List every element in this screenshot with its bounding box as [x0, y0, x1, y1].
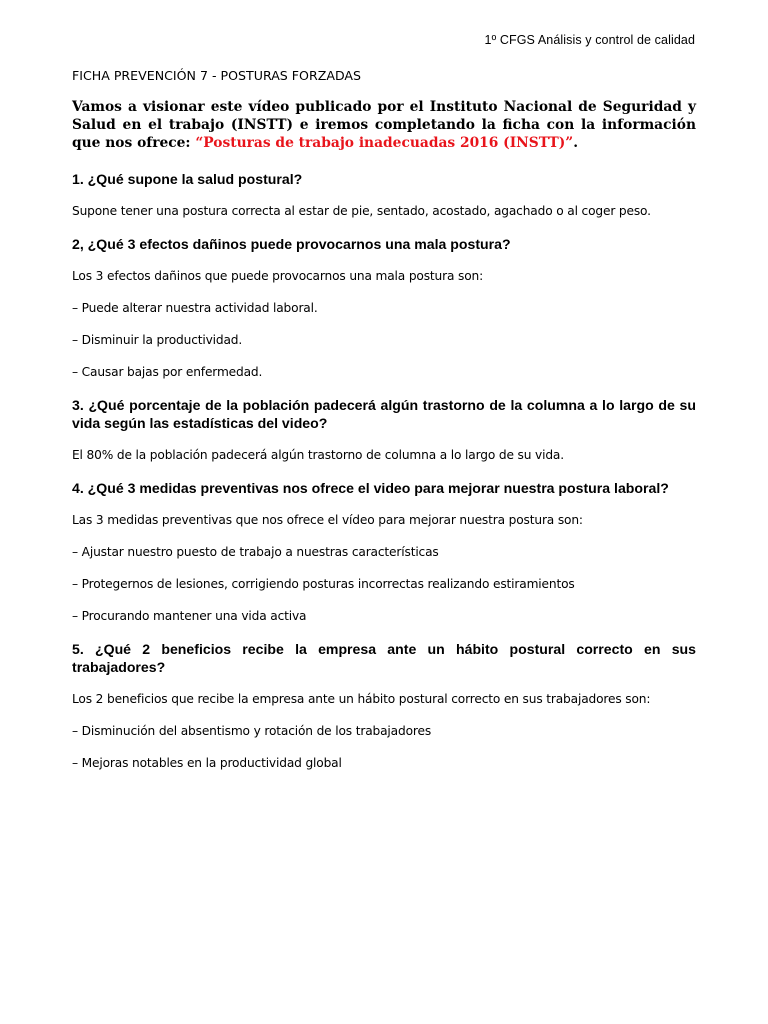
answer-1-line-1: Supone tener una postura correcta al estar de pie, sentado, acostado, agachado o al coger peso.: [72, 204, 651, 218]
intro-end: .: [573, 135, 579, 151]
answer-3-line-1: El 80% de la población padecerá algún trastorno de columna a lo largo de su vida.: [72, 448, 564, 462]
question-5: 5. ¿Qué 2 beneficios recibe la empresa ante un hábito postural correcto en sus trabajadores?: [72, 641, 696, 675]
answer-5-line-3: – Mejoras notables en la productividad global: [72, 756, 342, 770]
answer-5-line-2: – Disminución del absentismo y rotación de los trabajadores: [72, 724, 432, 738]
answer-4-line-3: – Protegernos de lesiones, corrigiendo posturas incorrectas realizando estiramientos: [72, 577, 575, 591]
document-body: [72, 68, 696, 787]
answer-4-line-1: Las 3 medidas preventivas que nos ofrece el vídeo para mejorar nuestra postura son:: [72, 513, 583, 527]
answer-2-line-3: – Disminuir la productividad.: [72, 333, 243, 347]
answer-2-line-1: Los 3 efectos dañinos que puede provocarnos una mala postura son:: [72, 269, 484, 283]
page-header-course: 1º CFGS Análisis y control de calidad: [484, 33, 695, 47]
question-4: 4. ¿Qué 3 medidas preventivas nos ofrece el video para mejorar nuestra postura laboral?: [72, 480, 669, 496]
video-title: “Posturas de trabajo inadecuadas 2016 (INSTT)”: [195, 135, 574, 151]
answer-2-line-2: – Puede alterar nuestra actividad laboral.: [72, 301, 318, 315]
question-2: 2, ¿Qué 3 efectos dañinos puede provocarnos una mala postura?: [72, 236, 511, 252]
answer-2-line-4: – Causar bajas por enfermedad.: [72, 365, 263, 379]
document-title: FICHA PREVENCIÓN 7 - POSTURAS FORZADAS: [72, 68, 362, 83]
intro-paragraph: [72, 98, 696, 152]
answer-4-line-4: – Procurando mantener una vida activa: [72, 609, 307, 623]
intro-text: Vamos a visionar este vídeo publicado por el Instituto Nacional de Seguridad y Salud en el trabajo (INSTT) e iremos completando la ficha con la información que nos ofrece:: [72, 99, 696, 151]
question-3: 3. ¿Qué porcentaje de la población padecerá algún trastorno de la columna a lo largo de su vida según las estadísticas del video?: [72, 397, 696, 431]
answer-5-line-1: Los 2 beneficios que recibe la empresa ante un hábito postural correcto en sus trabajadores son:: [72, 692, 651, 706]
answer-4-line-2: – Ajustar nuestro puesto de trabajo a nuestras características: [72, 545, 439, 559]
question-1: 1. ¿Qué supone la salud postural?: [72, 171, 303, 187]
